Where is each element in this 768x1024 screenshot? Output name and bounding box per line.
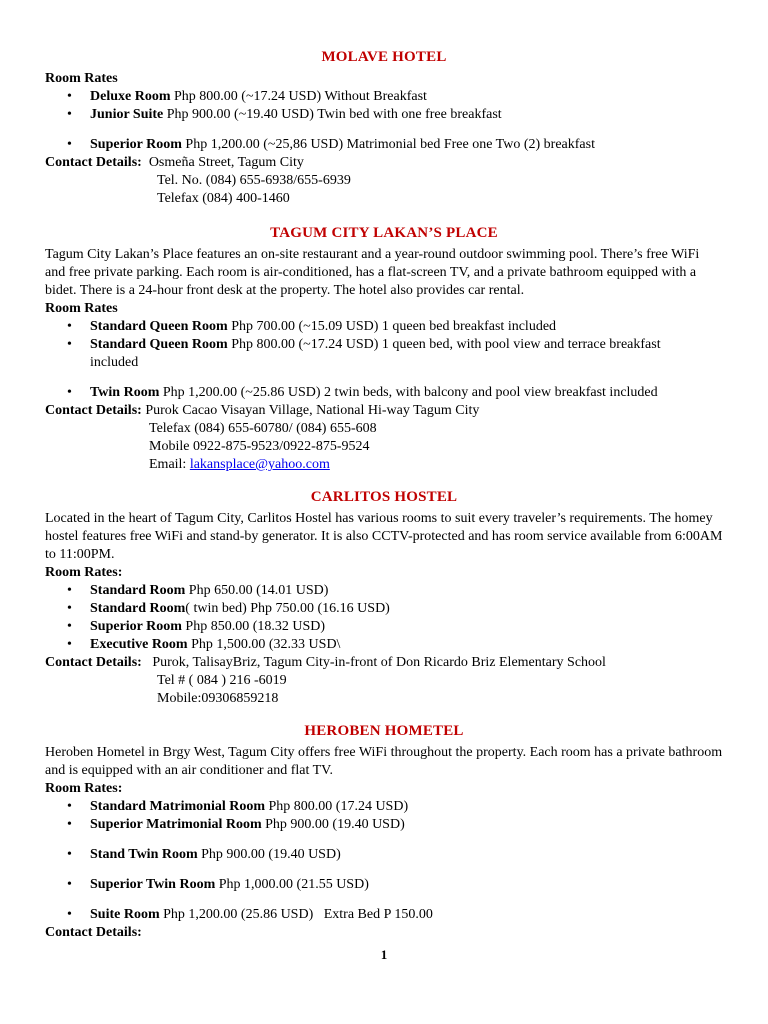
contact-address: Purok, TalisayBriz, Tagum City-in-front of Don Ricardo Briz Elementary School [141, 655, 606, 670]
list-item [45, 106, 723, 124]
room-detail: Php 1,200.00 (~25.86 USD) 2 twin beds, with balcony and pool view breakfast included [159, 385, 658, 400]
section-heroben-hometel [45, 722, 723, 942]
room-name: Executive Room [90, 637, 188, 652]
room-detail: Php 800.00 (~17.24 USD) 1 queen bed, with pool view and terrace breakfast included [90, 337, 661, 370]
room-detail: Php 900.00 (~19.40 USD) Twin bed with one free breakfast [163, 107, 502, 122]
contact-mobile: Mobile:09306859218 [157, 691, 279, 706]
list-item [45, 318, 723, 336]
list-item [45, 816, 723, 834]
email-link[interactable]: lakansplace@yahoo.com [189, 457, 330, 472]
hotel-description: Located in the heart of Tagum City, Carlitos Hostel has various rooms to suit every traveler’s requirements. The homey hostel features free WiFi and stand-by generator. It is also CCTV-protected and has room service available from 6:00AM to 11:00PM. [45, 511, 723, 562]
room-rates-label: Room Rates [45, 301, 118, 316]
room-detail: Php 1,500.00 (32.33 USD\ [187, 637, 341, 652]
room-detail: Php 900.00 (19.40 USD) [261, 817, 405, 832]
contact-telefax: Telefax (084) 655-60780/ (084) 655-608 [149, 421, 377, 436]
list-item [45, 846, 723, 864]
room-detail: Php 650.00 (14.01 USD) [185, 583, 329, 598]
list-item [45, 876, 723, 894]
contact-email-line [45, 456, 723, 474]
room-rates-label: Room Rates: [45, 565, 123, 580]
room-detail: Php 850.00 (18.32 USD) [181, 619, 326, 634]
room-rates-label: Room Rates: [45, 781, 123, 796]
contact-details [45, 654, 723, 708]
list-item [45, 600, 723, 618]
room-rates-list [45, 318, 723, 402]
section-lakans-place [45, 224, 723, 474]
room-name: Suite Room [90, 907, 160, 922]
room-name: Standard Queen Room [90, 319, 228, 334]
hotel-description: Heroben Hometel in Brgy West, Tagum City offers free WiFi throughout the property. Each room has a private bathroom and is equipped with an air conditioner and flat TV. [45, 745, 723, 778]
room-name: Stand Twin Room [90, 847, 198, 862]
contact-phone: Tel # ( 084 ) 216 -6019 [157, 673, 287, 688]
contact-label: Contact Details: [45, 655, 142, 670]
hotel-title: MOLAVE HOTEL [321, 49, 447, 65]
room-name: Twin Room [90, 385, 160, 400]
section-molave-hotel [45, 48, 723, 208]
room-name: Deluxe Room [90, 89, 171, 104]
list-item [45, 636, 723, 654]
contact-label: Contact Details: [45, 925, 142, 940]
room-name: Standard Room [90, 601, 186, 616]
room-detail: Php 1,200.00 (~25,86 USD) Matrimonial bed Free one Two (2) breakfast [181, 137, 595, 152]
list-item [45, 336, 723, 372]
list-item [45, 582, 723, 600]
contact-mobile: Mobile 0922-875-9523/0922-875-9524 [149, 439, 370, 454]
list-item [45, 798, 723, 816]
page-number: 1 [380, 947, 388, 962]
room-detail: Php 900.00 (19.40 USD) [197, 847, 341, 862]
email-label: Email: [149, 457, 190, 472]
contact-label: Contact Details: [45, 403, 142, 418]
contact-label: Contact Details: [45, 155, 142, 170]
list-item [45, 88, 723, 106]
room-name: Superior Room [90, 137, 182, 152]
hotel-title: CARLITOS HOSTEL [310, 489, 458, 505]
contact-details [45, 154, 723, 208]
contact-address: Purok Cacao Visayan Village, National Hi-way Tagum City [141, 403, 480, 418]
room-name: Superior Twin Room [90, 877, 216, 892]
room-rates-label: Room Rates [45, 71, 118, 86]
hotel-title: HEROBEN HOMETEL [304, 723, 464, 739]
list-item [45, 384, 723, 402]
room-detail: Php 800.00 (~17.24 USD) Without Breakfast [170, 89, 427, 104]
room-name: Superior Matrimonial Room [90, 817, 262, 832]
contact-address: Osmeña Street, Tagum City [141, 155, 304, 170]
room-rates-list [45, 88, 723, 154]
room-name: Superior Room [90, 619, 182, 634]
room-name: Standard Queen Room [90, 337, 228, 352]
contact-details [45, 402, 723, 474]
contact-phone: Tel. No. (084) 655-6938/655-6939 [157, 173, 351, 188]
room-name: Standard Room [90, 583, 186, 598]
contact-telefax: Telefax (084) 400-1460 [157, 191, 290, 206]
room-detail: Php 700.00 (~15.09 USD) 1 queen bed breakfast included [227, 319, 557, 334]
room-rates-list [45, 798, 723, 924]
hotel-description: Tagum City Lakan’s Place features an on-site restaurant and a year-round outdoor swimming pool. There’s free WiFi and free private parking. Each room is air-conditioned, has a flat-screen TV, and a private bathroom equipped with a bidet. There is a 24-hour front desk at the property. The hotel also provides car rental. [45, 247, 700, 298]
room-detail: ( twin bed) Php 750.00 (16.16 USD) [185, 601, 390, 616]
room-detail: Php 1,000.00 (21.55 USD) [215, 877, 369, 892]
hotel-title: TAGUM CITY LAKAN’S PLACE [270, 225, 498, 241]
room-name: Junior Suite [90, 107, 164, 122]
list-item [45, 136, 723, 154]
room-name: Standard Matrimonial Room [90, 799, 265, 814]
section-carlitos-hostel [45, 488, 723, 708]
room-detail: Php 800.00 (17.24 USD) [265, 799, 409, 814]
room-detail: Php 1,200.00 (25.86 USD) Extra Bed P 150.00 [159, 907, 433, 922]
list-item [45, 906, 723, 924]
room-rates-list [45, 582, 723, 654]
list-item [45, 618, 723, 636]
contact-details [45, 924, 723, 942]
